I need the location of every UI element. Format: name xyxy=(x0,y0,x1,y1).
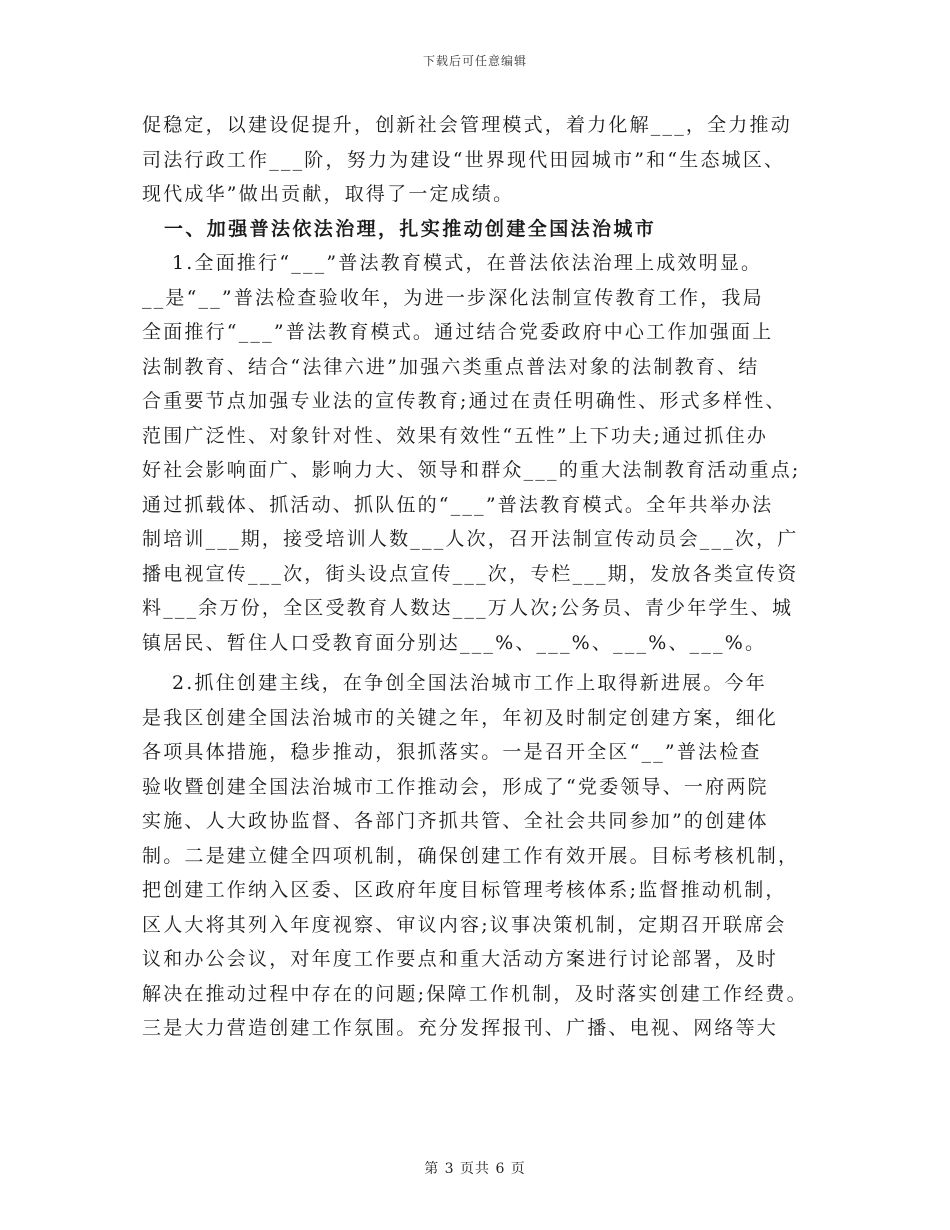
text-line: 法制教育、结合“法律六进”加强六类重点普法对象的法制教育、结 xyxy=(142,355,760,378)
text-line: 是我区创建全国法治城市的关键之年，年初及时制定创建方案，细化 xyxy=(142,706,779,729)
text-line: 区人大将其列入年度视察、审议内容;议事决策机制，定期召开联席会 xyxy=(142,913,787,936)
section-heading: 一、加强普法依法治理，扎实推动创建全国法治城市 xyxy=(164,217,657,240)
text-line: 合重要节点加强专业法的宣传教育;通过在责任明确性、形式多样性、 xyxy=(142,390,787,412)
text-line: 制培训___期，接受培训人数___人次，召开法制宣传动员会___次，广 xyxy=(142,528,799,550)
page-footer: 第 3 页共 6 页 xyxy=(424,1161,526,1177)
text-line: 三是大力营造创建工作氛围。充分发挥报刊、广播、电视、网络等大 xyxy=(142,1017,779,1039)
text-line: 范围广泛性、对象针对性、效果有效性“五性”上下功夫;通过抓住办 xyxy=(142,424,769,447)
text-line: 各项具体措施，稳步推动，狠抓落实。一是召开全区“__”普法检查 xyxy=(142,741,762,763)
text-line: 播电视宣传___次，街头设点宣传___次，专栏___期，发放各类宣传资 xyxy=(142,562,799,585)
text-line: 验收暨创建全国法治城市工作推动会，形成了“党委领导、一府两院 xyxy=(142,775,769,798)
text-line: 实施、人大政协监督、各部门齐抓共管、全社会共同参加”的创建体 xyxy=(142,810,769,832)
text-line: 料___余万份，全区受教育人数达___万人次;公务员、青少年学生、城 xyxy=(142,597,794,619)
page-header: 下载后可任意编辑 xyxy=(422,54,527,68)
text-line: 通过抓载体、抓活动、抓队伍的“___”普法教育模式。全年共举办法 xyxy=(142,493,774,516)
text-line: 好社会影响面广、影响力大、领导和群众___的重大法制教育活动重点; xyxy=(142,459,801,481)
text-line: 现代成华”做出贡献，取得了一定成绩。 xyxy=(142,183,515,205)
text-line: 全面推行“___”普法教育模式。通过结合党委政府中心工作加强面上 xyxy=(142,321,774,343)
text-line: 制。二是建立健全四项机制，确保创建工作有效开展。目标考核机制， xyxy=(142,844,800,867)
text-line: 解决在推动过程中存在的问题;保障工作机制，及时落实创建工作经费。 xyxy=(142,982,808,1005)
text-line: 镇居民、暂住人口受教育面分别达___%、___%、___%、___%。 xyxy=(142,631,767,654)
paragraph-start: 2.抓住创建主线，在争创全国法治城市工作上取得新进展。今年 xyxy=(172,672,767,694)
text-line: 把创建工作纳入区委、区政府年度目标管理考核体系;监督推动机制， xyxy=(142,879,787,901)
text-line: 促稳定，以建设促提升，创新社会管理模式，着力化解___，全力推动 xyxy=(142,114,792,136)
text-line: __是“__”普法检查验收年，为进一步深化法制宣传教育工作，我局 xyxy=(142,286,764,309)
document-body xyxy=(142,108,808,1046)
paragraph-start: 1.全面推行“___”普法教育模式，在普法依法治理上成效明显。 xyxy=(172,252,763,274)
text-line: 司法行政工作___阶，努力为建设“世界现代田园城市”和“生态城区、 xyxy=(142,148,786,171)
text-line: 议和办公会议，对年度工作要点和重大活动方案进行讨论部署，及时 xyxy=(142,948,779,970)
